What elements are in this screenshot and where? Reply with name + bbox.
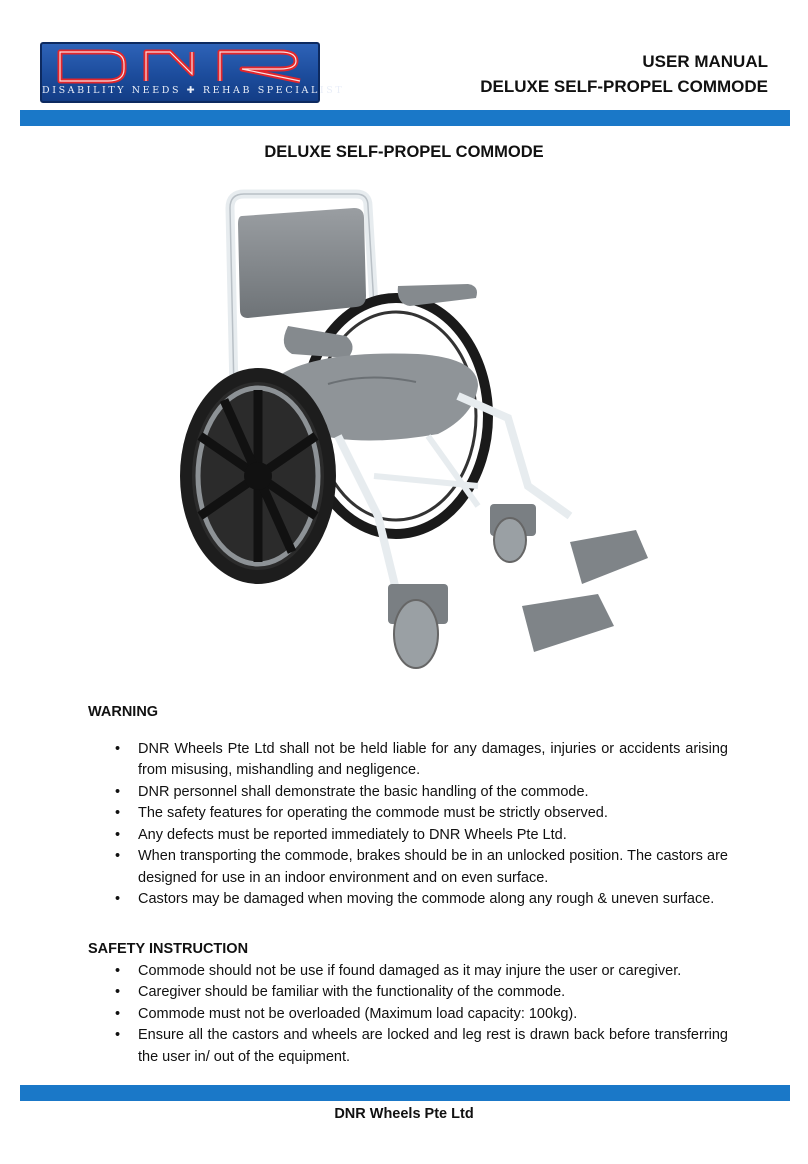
- safety-item: • Caregiver should be familiar with the functionality of the commode.: [88, 982, 728, 1004]
- logo-tagline: DISABILITY NEEDS ✚ REHAB SPECIALIST: [42, 85, 345, 96]
- warning-heading: WARNING: [88, 704, 159, 720]
- bottom-accent-bar: [20, 1085, 790, 1101]
- warning-item: • DNR Wheels Pte Ltd shall not be held liable for any damages, injuries or accidents arising from misusing, mishandling and negligence.: [88, 739, 728, 782]
- top-accent-bar: [20, 110, 790, 126]
- header-product-label: DELUXE SELF-PROPEL COMMODE: [480, 77, 768, 96]
- footer-company: DNR Wheels Pte Ltd: [334, 1106, 474, 1122]
- header-manual-label: USER MANUAL: [642, 52, 768, 71]
- warning-item: • DNR personnel shall demonstrate the basic handling of the commode.: [88, 782, 728, 804]
- commode-chair-image: [178, 186, 660, 672]
- safety-item: • Commode should not be use if found damaged as it may injure the user or caregiver.: [88, 961, 728, 983]
- warning-item: • Any defects must be reported immediately to DNR Wheels Pte Ltd.: [88, 825, 728, 847]
- warning-list: [88, 739, 728, 911]
- safety-section: [88, 939, 728, 1068]
- dnr-logo: [40, 42, 345, 103]
- warning-item: • Castors may be damaged when moving the commode along any rough & uneven surface.: [88, 889, 728, 911]
- safety-item: • Ensure all the castors and wheels are locked and leg rest is drawn back before transferring the user in/ out of the equipment.: [88, 1025, 728, 1068]
- safety-heading: SAFETY INSTRUCTION: [88, 941, 249, 957]
- page-title: DELUXE SELF-PROPEL COMMODE: [264, 143, 544, 161]
- safety-item: • Commode must not be overloaded (Maximum load capacity: 100kg).: [88, 1004, 728, 1026]
- warning-item: • The safety features for operating the commode must be strictly observed.: [88, 803, 728, 825]
- warning-section: [88, 702, 728, 911]
- warning-item: • When transporting the commode, brakes should be in an unlocked position. The castors are designed for use in an indoor environment and on even surface.: [88, 846, 728, 889]
- safety-list: [88, 961, 728, 1069]
